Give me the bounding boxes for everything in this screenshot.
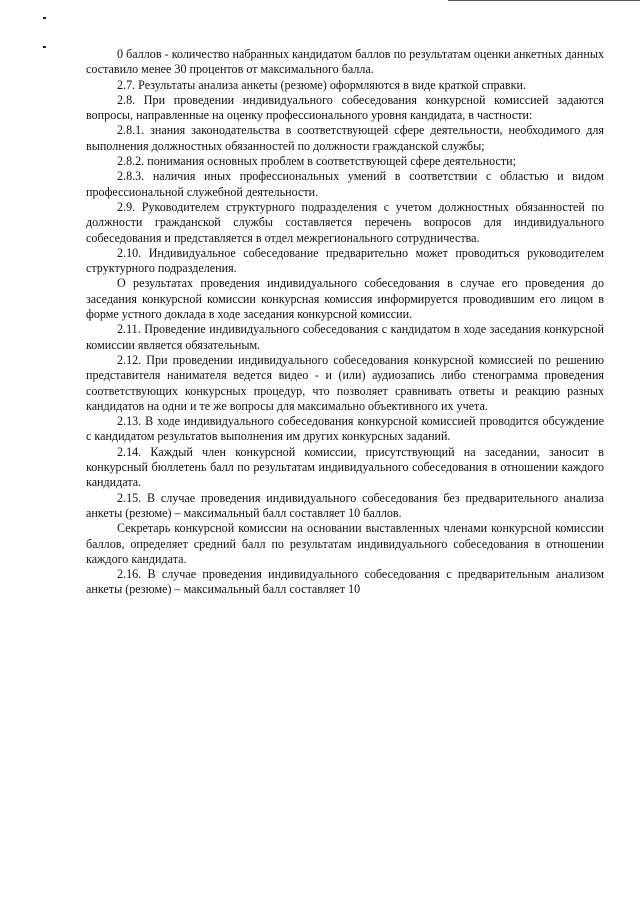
paragraph: 2.16. В случае проведения индивидуального собеседования с предварительным анализом анкеты (резюме) – максимальный балл составляет 10	[86, 567, 604, 597]
paragraph: О результатах проведения индивидуального собеседования в случае его проведения до заседания конкурсной комиссии конкурсная комиссия информируется проводившим его лицом в форме устного доклада в ходе заседания конкурсной комиссии.	[86, 276, 604, 322]
paragraph: 2.13. В ходе индивидуального собеседования конкурсной комиссией проводится обсуждение с кандидатом результатов выполнения им других конкурсных заданий.	[86, 414, 604, 444]
document-body	[86, 47, 604, 598]
paragraph: 2.8.3. наличия иных профессиональных умений в соответствии с областью и видом профессиональной служебной деятельности.	[86, 169, 604, 199]
paragraph: 2.9. Руководителем структурного подразделения с учетом должностных обязанностей по должности гражданской службы составляется перечень вопросов для индивидуального собеседования и представляется в отдел межрегионального сотрудничества.	[86, 199, 604, 245]
top-edge-line	[448, 0, 640, 1]
paragraph: 2.8.1. знания законодательства в соответствующей сфере деятельности, необходимого для выполнения должностных обязанностей по должности гражданской службы;	[86, 123, 604, 153]
paragraph: 2.15. В случае проведения индивидуального собеседования без предварительного анализа анкеты (резюме) – максимальный балл составляет 10 баллов.	[86, 490, 604, 520]
paragraph: 2.12. При проведении индивидуального собеседования конкурсной комиссией по решению представителя нанимателя ведется видео - и (или) аудиозапись либо стенограмма проведения соответствующих конкурсных процедур, что позволяет сравнивать ответы и реакцию разных кандидатов на одни и те же вопросы для максимально объективного их учета.	[86, 352, 604, 413]
paragraph: 2.10. Индивидуальное собеседование предварительно может проводиться руководителем структурного подразделения.	[86, 245, 604, 276]
paragraph: 0 баллов - количество набранных кандидатом баллов по результатам оценки анкетных данных составило менее 30 процентов от максимального балла.	[86, 47, 604, 77]
scan-mark	[43, 17, 46, 19]
scan-mark	[43, 46, 46, 48]
paragraph: 2.8. При проведении индивидуального собеседования конкурсной комиссией задаются вопросы, направленные на оценку профессионального уровня кандидата, в частности:	[86, 92, 604, 123]
paragraph: 2.11. Проведение индивидуального собеседования с кандидатом в ходе заседания конкурсной комиссии является обязательным.	[86, 322, 604, 352]
paragraph: 2.8.2. понимания основных проблем в соответствующей сфере деятельности;	[117, 154, 516, 169]
paragraph: Секретарь конкурсной комиссии на основании выставленных членами конкурсной комиссии баллов, определяет средний балл по результатам индивидуального собеседования в отношении каждого кандидата.	[86, 521, 604, 566]
paragraph: 2.7. Результаты анализа анкеты (резюме) оформляются в виде краткой справки.	[117, 77, 526, 92]
paragraph: 2.14. Каждый член конкурсной комиссии, присутствующий на заседании, заносит в конкурсный бюллетень балл по результатам индивидуального собеседования в отношении каждого кандидата.	[86, 444, 604, 490]
